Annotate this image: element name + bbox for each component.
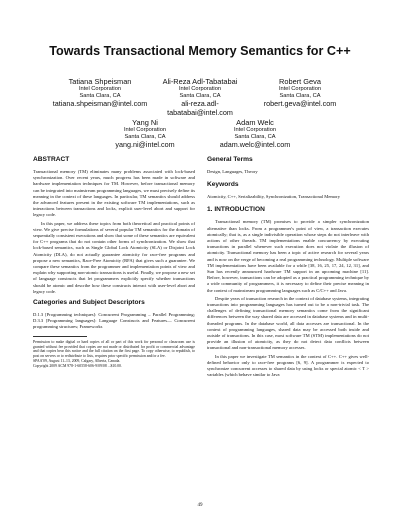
author-affiliation: Intel Corporation — [123, 127, 167, 133]
author-name: Adam Welc — [236, 118, 274, 127]
author-email: adam.welc@intel.com — [219, 140, 291, 149]
general-terms-heading: General Terms — [207, 156, 253, 163]
copyright-line: Copyright 2009 ACM 978-1-60558-606-9/09/08 ...$10.00. — [33, 364, 122, 369]
author-affiliation: Intel Corporation — [278, 86, 322, 92]
intro-paragraph-3: In this paper we investigate TM semantics in the context of C++. C++ gives well-defined behavior only to race-free programs [6, 9]. A programmer is expected to synchronize concurrent accesses to shared data by using locks or special atomic < T > variables (which behave similar to Java — [207, 353, 369, 378]
author-location: Santa Clara, CA — [279, 93, 321, 99]
permission-footnote: Permission to make digital or hard copies of all or part of this work for personal or classroom use is granted without fee provided that copies are not made or distributed for profit or commercial advantage and that copies bear this notice and the full citation on the first page. To copy otherwise, to republish, to post on servers or to redistribute to lists, requires prior specific permission and/or a fee. — [33, 339, 195, 359]
general-terms-text: Design, Languages, Theory — [207, 169, 258, 174]
author-block-3 — [240, 77, 360, 109]
intro-paragraph-2: Despite years of transaction research in the context of database systems, integrating transactions into programming languages has turned out to be a non-trivial task. The challenges of defining transactional memory semantics come from the significant differences between the way shared data are accessed in database systems and in multi-threaded programs. In the database world, all data accesses are transactional. In the context of programming languages, shared data may be accessed both inside and outside of transactions. In this case, most software TM (STM) implementations do not provide an illusion of atomicity, as they do not detect data conflicts between transactional and non-transactional memory accesses. — [207, 295, 369, 351]
author-email: tatiana.shpeisman@intel.com — [52, 99, 148, 108]
categories-text: D.1.3 [Programming techniques]: Concurrent Programming – Parallel Programming; D.3.3 [Programming languages]: Language Constructs and Features— Concurrent programming structures; Frameworks — [33, 312, 195, 330]
author-block-5 — [195, 118, 315, 150]
left-column — [33, 152, 195, 369]
author-email: yang.ni@intel.com — [115, 140, 175, 149]
author-name: Ali-Reza Adl-Tabatabai — [162, 77, 238, 86]
author-location: Santa Clara, CA — [79, 93, 121, 99]
author-email: robert.geva@intel.com — [263, 99, 337, 108]
abstract-paragraph-2: In this paper, we address these topics from both theoretical and practical points of view. We give precise formulations of several popular TM semantics for the domain of sequentially consistent executions and show that some of these semantics are equivalent for C++ programs that do not contain other forms of synchronization. We show that lock-based semantics, such as Single Global Lock Atomicity (SLA) or Disjoint Lock Atomicity (DLA), do not actually guarantee atomicity for race-free programs and propose a new semantics, Race-Free Atomicity (RFA) that gives such a guarantee. We compare these semantics from the programmer and implementation points of view and explain why supporting non-atomic transactions is useful. Finally, we propose a new set of language constructs that let programmers explicitly specify whether transactions should be atomic and describe how these constructs interact with user-level abort and legacy code. — [33, 220, 195, 294]
author-block-4 — [85, 118, 205, 150]
abstract-paragraph-1: Transactional memory (TM) eliminates many problems associated with lock-based synchronization. Over recent years, much progress has been made in software and hardware implementation techniques for TM. However, before transactional memory can be integrated into mainstream programming languages, we must precisely define its meaning in the context of these languages. In particular, TM semantics should address the advanced features present in the existing software TM implementations, such as interactions between transactions and locks, explicit user-level abort and support for legacy code. — [33, 169, 195, 218]
introduction-heading: 1. INTRODUCTION — [207, 206, 265, 214]
author-affiliation: Intel Corporation — [233, 127, 277, 133]
abstract-heading: ABSTRACT — [33, 156, 70, 163]
author-location: Santa Clara, CA — [124, 134, 166, 140]
keywords-text: Atomicity, C++, Serializability, Synchronization, Transactional Memory — [207, 194, 341, 200]
categories-heading: Categories and Subject Descriptors — [33, 299, 145, 307]
author-name: Yang Ni — [132, 118, 158, 127]
intro-paragraph-1: Transactional memory (TM) promises to provide a simpler synchronization alternative than locks. From a programmer's point of view, a transaction executes atomically; that is, as a single indivisible operation whose steps do not interleave with actions of other threads. TM implementations enable concurrency by executing transactions in parallel whenever such execution does not violate the illusion of atomicity. Transactional memory has been a topic of active research for several years and is now on the verge of becoming a real programming technology. Multiple software TM implementations have been available for a while [38, 16, 25, 17, 24, 12, 31], and Sun has recently announced hardware TM support in an upcoming machine [11]. Before, however, transactions can be adopted as a practical programming technique by a wide community of programmers, it is necessary to define their precise meaning in the context of mainstream programming languages such as C/C++ and Java. — [207, 219, 369, 293]
right-column — [207, 152, 369, 380]
page-number: 49 — [197, 503, 203, 508]
author-location: Santa Clara, CA — [234, 134, 276, 140]
author-location: Santa Clara, CA — [179, 93, 221, 99]
paper-title: Towards Transactional Memory Semantics for C++ — [49, 44, 351, 58]
conference-line: SPAA'09, August 11–13, 2009, Calgary, Alberta, Canada. — [33, 359, 121, 364]
author-name: Robert Geva — [279, 77, 321, 86]
author-name: Tatiana Shpeisman — [68, 77, 132, 86]
footnote-rule — [33, 336, 87, 337]
author-affiliation: Intel Corporation — [178, 86, 222, 92]
author-email: ali-reza.adl-tabatabai@intel.com — [167, 99, 233, 117]
keywords-heading: Keywords — [207, 181, 239, 189]
author-affiliation: Intel Corporation — [78, 86, 122, 92]
